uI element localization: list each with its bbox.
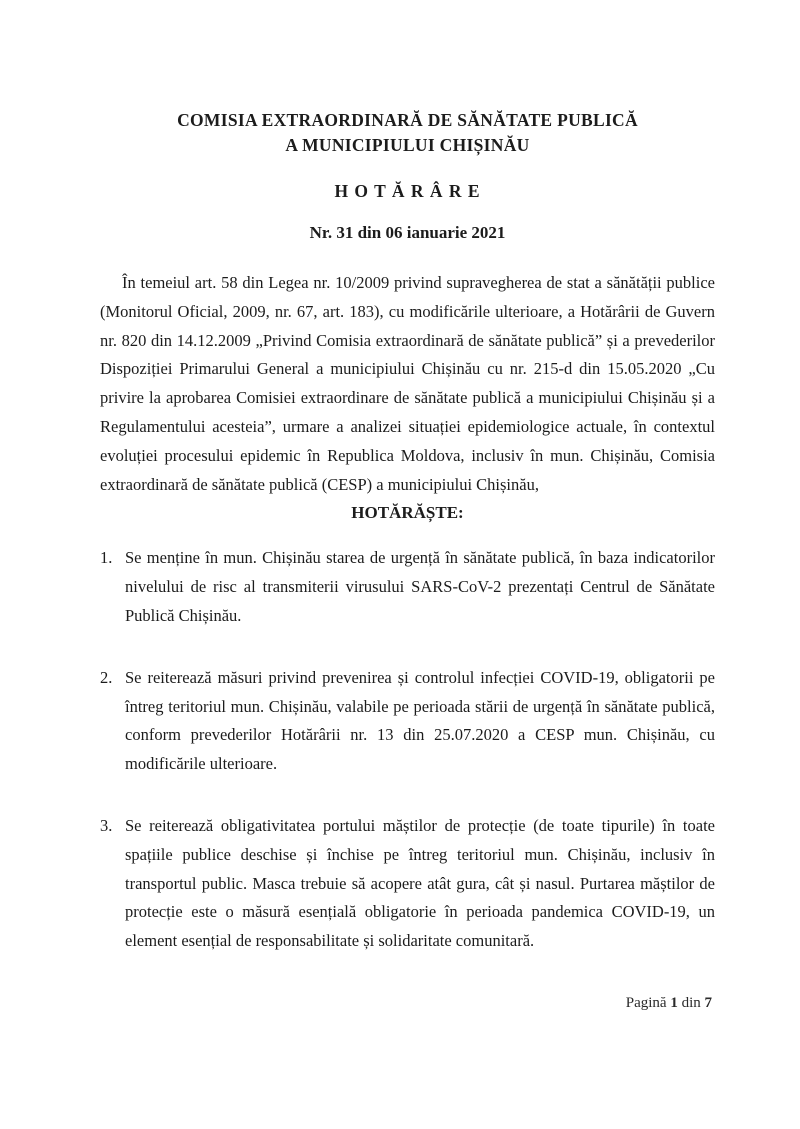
decision-item-2	[100, 664, 715, 779]
document-content	[100, 108, 715, 989]
organization-title	[100, 108, 715, 158]
footer-total-pages: 7	[704, 995, 712, 1011]
decision-item-3	[100, 812, 715, 956]
page-footer	[626, 995, 712, 1012]
item-text: Se menține în mun. Chișinău starea de urgență în sănătate publică, în baza indicatorilor nivelului de risc al transmiterii virusului SARS-CoV-2 prezentați Centrul de Sănătate Publică Chișinău.	[125, 548, 715, 625]
item-number: 1.	[100, 548, 113, 568]
decision-heading: HOTĂRĂȘTE:	[351, 503, 464, 523]
document-number: Nr. 31 din 06 ianuarie 2021	[309, 223, 506, 242]
document-type-heading: H O T Ă R Â R E	[334, 181, 481, 201]
item-number: 3.	[100, 815, 113, 835]
organization-title-line1: COMISIA EXTRAORDINARĂ DE SĂNĂTATE PUBLICĂ	[177, 110, 638, 130]
footer-separator: din	[681, 995, 701, 1011]
decision-item-1	[100, 544, 715, 630]
item-text: Se reiterează măsuri privind prevenirea și controlul infecției COVID-19, obligatorii pe întreg teritoriul mun. Chișinău, valabile pe perioada stării de urgență în sănătate publică, conform prevederilor Hotărârii nr. 13 din 25.07.2020 a CESP mun. Chișinău, cu modificările ulterioare.	[125, 667, 715, 774]
footer-page-number: 1	[670, 995, 678, 1011]
footer-page-label: Pagină	[625, 995, 667, 1011]
decision-list	[100, 544, 715, 956]
item-number: 2.	[100, 667, 113, 687]
item-text: Se reiterează obligativitatea portului măștilor de protecție (de toate tipurile) în toate spațiile publice deschise și închise pe întreg teritoriul mun. Chișinău, inclusiv în transportul public. Masca trebuie să acopere atât gura, cât și nasul. Purtarea măștilor de protecție este o măsură esențială obligatorie în perioada pandemica COVID-19, un element esențial de responsabilitate și solidaritate comunitară.	[125, 815, 715, 951]
preamble-paragraph: În temeiul art. 58 din Legea nr. 10/2009 privind supravegherea de stat a sănătății publice (Monitorul Oficial, 2009, nr. 67, art. 183), cu modificările ulterioare, a Hotărârii de Guvern nr. 820 din 14.12.2009 „Privind Comisia extraordinară de sănătate publică” și a prevederilor Dispoziției Primarului General a municipiului Chișinău cu nr. 215-d din 15.05.2020 „Cu privire la aprobarea Comisiei extraordinare de sănătate publică a municipiului Chișinău și a Regulamentului acesteia”, urmare a analizei situației epidemiologice actuale, în contextul evoluției procesului epidemic în Republica Moldova, inclusiv în mun. Chișinău, Comisia extraordinară de sănătate publică (CESP) a municipiului Chișinău,	[100, 273, 715, 494]
organization-title-line2: A MUNICIPIULUI CHIȘINĂU	[285, 135, 530, 155]
